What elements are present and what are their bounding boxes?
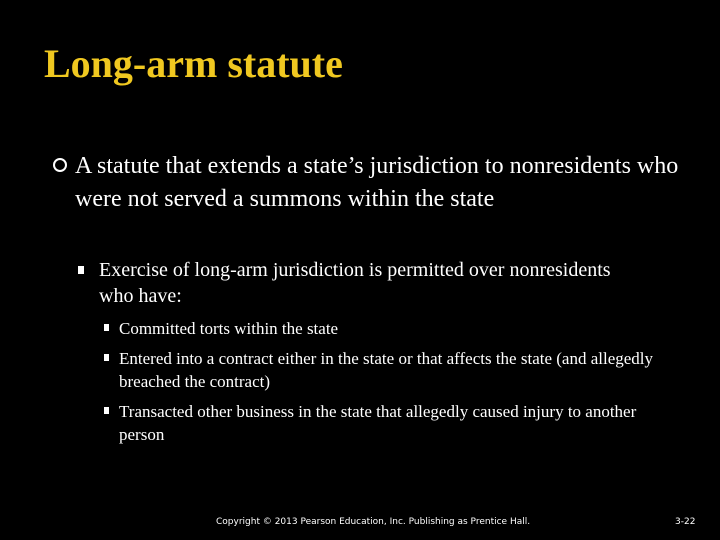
bullet-level3-item: [104, 400, 674, 446]
bullet-level3-text: Transacted other business in the state that allegedly caused injury to another person: [119, 402, 637, 444]
square-bullet-icon: [104, 354, 109, 361]
bullet-level1-text: A statute that extends a state’s jurisdiction to nonresidents who were not served a summons within the state: [75, 153, 679, 212]
square-bullet-icon: [104, 407, 109, 414]
bullet-level2: [78, 257, 638, 309]
hollow-circle-bullet-icon: [53, 158, 67, 172]
slide-title: Long-arm statute: [44, 41, 343, 86]
square-bullet-icon: [78, 266, 84, 274]
bullet-level3-text: Entered into a contract either in the state or that affects the state (and allegedly breached the contract): [119, 349, 654, 391]
bullet-level3-text: Committed torts within the state: [119, 319, 339, 338]
bullet-level1: [53, 150, 683, 216]
slide-body: [0, 112, 720, 540]
copyright-footer: Copyright © 2013 Pearson Education, Inc. Publishing as Prentice Hall.: [216, 517, 531, 527]
square-bullet-icon: [104, 324, 109, 331]
title-bar: [0, 0, 720, 112]
page-number: 3-22: [675, 517, 696, 527]
bullet-level2-text: Exercise of long-arm jurisdiction is permitted over nonresidents who have:: [99, 259, 611, 307]
bullet-level3-item: [104, 317, 674, 340]
bullet-level3-item: [104, 347, 674, 393]
